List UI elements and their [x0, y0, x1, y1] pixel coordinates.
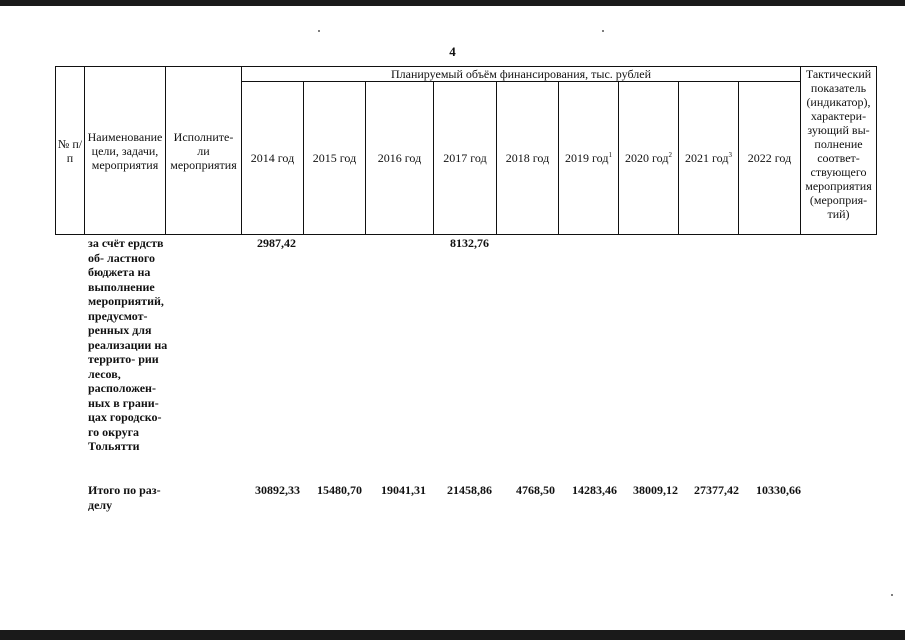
col-executors-header: Исполните- ли мероприятия [166, 67, 242, 235]
total-value-2016: 19041,31 [381, 483, 426, 497]
row1-value-2017: 8132,76 [450, 236, 489, 250]
total-value-2015: 15480,70 [317, 483, 362, 497]
scan-speck [891, 594, 893, 596]
total-value-2019: 14283,46 [572, 483, 617, 497]
scan-speck [318, 30, 320, 32]
col-num-header: № п/п [56, 67, 85, 235]
funding-title: Планируемый объём финансирования, тыс. рублей [242, 67, 801, 82]
year-header-2018: 2018 год [497, 82, 559, 235]
header-table [55, 66, 877, 235]
total-value-2014: 30892,33 [255, 483, 300, 497]
row1-value-2014: 2987,42 [257, 236, 296, 250]
page-number: 4 [449, 44, 456, 59]
total-value-2021: 27377,42 [694, 483, 739, 497]
col-name-header: Наименование цели, задачи, мероприятия [85, 67, 166, 235]
col-indicator-header: Тактический показатель (индикатор), характери- зующий вы- полнение соответ- ствующего мероприятия (мероприя- тий) [801, 67, 877, 235]
top-scan-edge [0, 0, 905, 6]
row-name-regional-budget: за счёт ердств об- ластного бюджета на выполнение мероприятий, предусмот- ренных для реализации на террито- рии лесов, расположен- ных в грани- цах городско- го округа Тольятти [88, 236, 168, 453]
total-value-2018: 4768,50 [516, 483, 555, 497]
bottom-scan-edge [0, 630, 905, 640]
row-name-total: Итого по раз- делу [88, 483, 161, 512]
year-header-2022: 2022 год [739, 82, 801, 235]
year-header-2014: 2014 год [242, 82, 304, 235]
year-header-2016: 2016 год [366, 82, 434, 235]
year-header-2021: 2021 год$^3$ [679, 82, 739, 235]
year-header-2019: 2019 год$^1$ [559, 82, 619, 235]
scan-speck [602, 30, 604, 32]
year-header-2017: 2017 год [434, 82, 497, 235]
total-value-2017: 21458,86 [447, 483, 492, 497]
total-value-2022: 10330,66 [756, 483, 801, 497]
total-value-2020: 38009,12 [633, 483, 678, 497]
year-header-2020: 2020 год$^2$ [619, 82, 679, 235]
year-header-2015: 2015 год [304, 82, 366, 235]
